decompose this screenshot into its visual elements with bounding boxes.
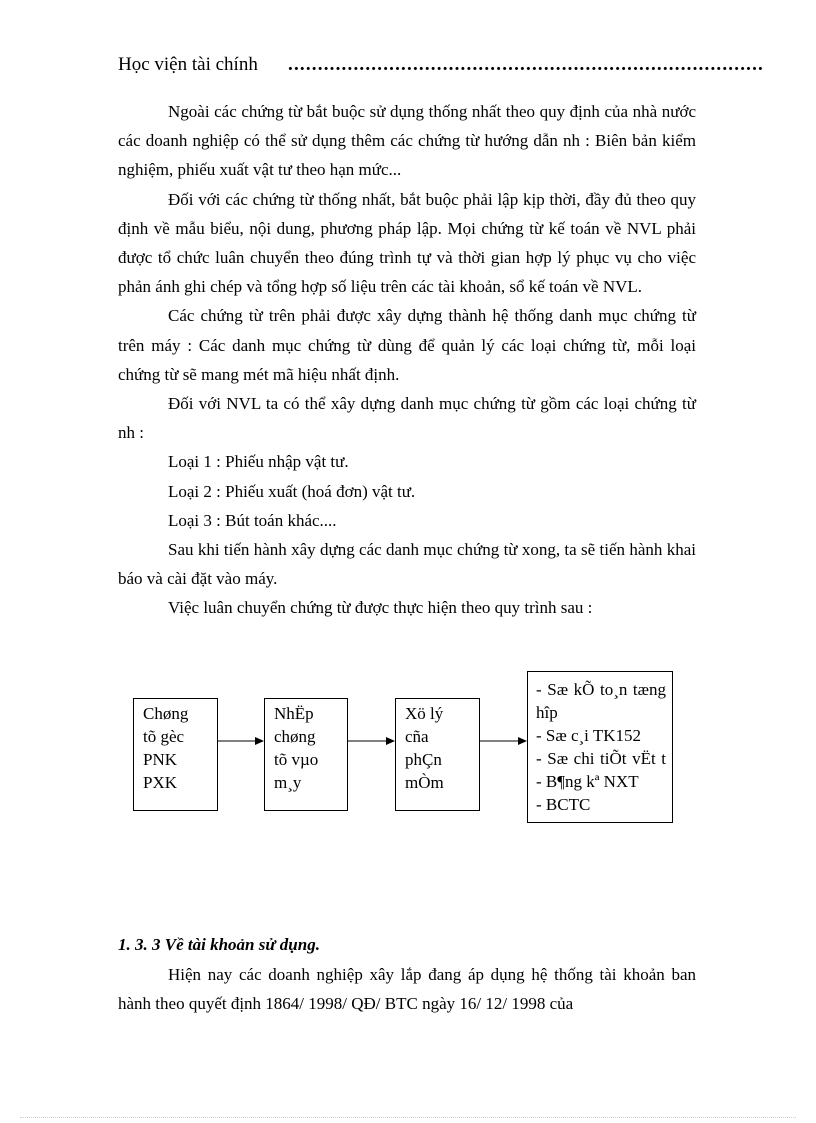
flow-box-line: cña: [405, 727, 429, 746]
paragraph: Việc luân chuyển chứng từ được thực hiện theo quy trình sau :: [168, 598, 593, 618]
flow-box-line: PNK: [143, 750, 178, 769]
paragraph: Hiện nay các doanh nghiệp xây lắp đang áp dụng hệ thống tài khoản ban hành theo quyết định 1864/ 1998/ QĐ/ BTC ngày 16/ 12/ 1998 của: [118, 965, 696, 1014]
flow-box-software-processing: [395, 698, 480, 811]
flow-box-enter-documents: [264, 698, 348, 811]
list-item: Loại 3 : Bút toán khác....: [168, 510, 337, 530]
flow-box-line: tõ gèc: [143, 727, 185, 746]
flow-box-line: phÇn: [405, 750, 442, 769]
paragraph: Sau khi tiến hành xây dựng các danh mục chứng từ xong, ta sẽ tiến hành khai báo và cài đặt vào máy.: [118, 540, 696, 589]
section-body: [118, 960, 696, 1018]
flow-output-item: - Sæ kÕ to¸n tæng hîp: [536, 680, 666, 722]
flow-box-line: PXK: [143, 773, 178, 792]
header-title: Học viện tài chính: [118, 54, 258, 75]
arrow-right-icon: [218, 734, 265, 748]
flow-box-line: Chøng: [143, 704, 189, 723]
arrow-right-icon: [348, 734, 396, 748]
page-bottom-divider: [20, 1117, 796, 1118]
list-item: Loại 1 : Phiếu nhập vật tư.: [168, 452, 349, 472]
list-item: Loại 2 : Phiếu xuất (hoá đơn) vật tư.: [168, 481, 416, 501]
flow-box-line: mÒm: [405, 773, 444, 792]
flow-box-line: chøng: [274, 727, 316, 746]
paragraph: Các chứng từ trên phải được xây dựng thành hệ thống danh mục chứng từ trên máy : Các danh mục chứng từ dùng để quản lý các loại chứng từ, mỗi loại chứng từ sẽ mang mét mã hiệu nhất định.: [118, 306, 696, 384]
arrow-right-icon: [480, 734, 528, 748]
header-dotted-leader: ................................................................................: [288, 54, 764, 75]
paragraph: Đối với các chứng từ thống nhất, bắt buộc phải lập kịp thời, đầy đủ theo quy định về mẫu biểu, nội dung, phương pháp lập. Mọi chứng từ kế toán về NVL phải được tổ chức luân chuyển theo đúng trình tự và thời gian hợp lý phục vụ cho việc phản ánh ghi chép và tổng hợp số liệu trên các tài khoản, sổ kế toán về NVL.: [118, 189, 696, 297]
flow-box-line: NhËp: [274, 704, 314, 723]
flow-box-line: tõ vµo: [274, 750, 319, 769]
flow-output-item: - Sæ chi tiÕt vËt t: [536, 749, 666, 768]
section-heading: 1. 3. 3 Về tài khoản sử dụng.: [118, 935, 320, 954]
paragraph: Ngoài các chứng từ bắt buộc sử dụng thống nhất theo quy định của nhà nước các doanh nghiệp có thể sử dụng thêm các chứng từ hướng dẫn nh : Biên bản kiểm nghiệm, phiếu xuất vật tư theo hạn mức...: [118, 102, 696, 180]
flow-box-line: m¸y: [274, 773, 302, 792]
flow-output-item: - B¶ng kª NXT: [536, 772, 639, 791]
flow-box-outputs: [527, 671, 673, 823]
body-text: [118, 97, 696, 623]
paragraph: Đối với NVL ta có thể xây dựng danh mục chứng từ gồm các loại chứng từ nh :: [118, 394, 696, 443]
flow-output-item: - BCTC: [536, 795, 591, 814]
flow-box-source-documents: [133, 698, 218, 811]
flow-output-item: - Sæ c¸i TK152: [536, 726, 641, 745]
flow-box-line: Xö lý: [405, 704, 444, 723]
page-header: [118, 50, 764, 80]
